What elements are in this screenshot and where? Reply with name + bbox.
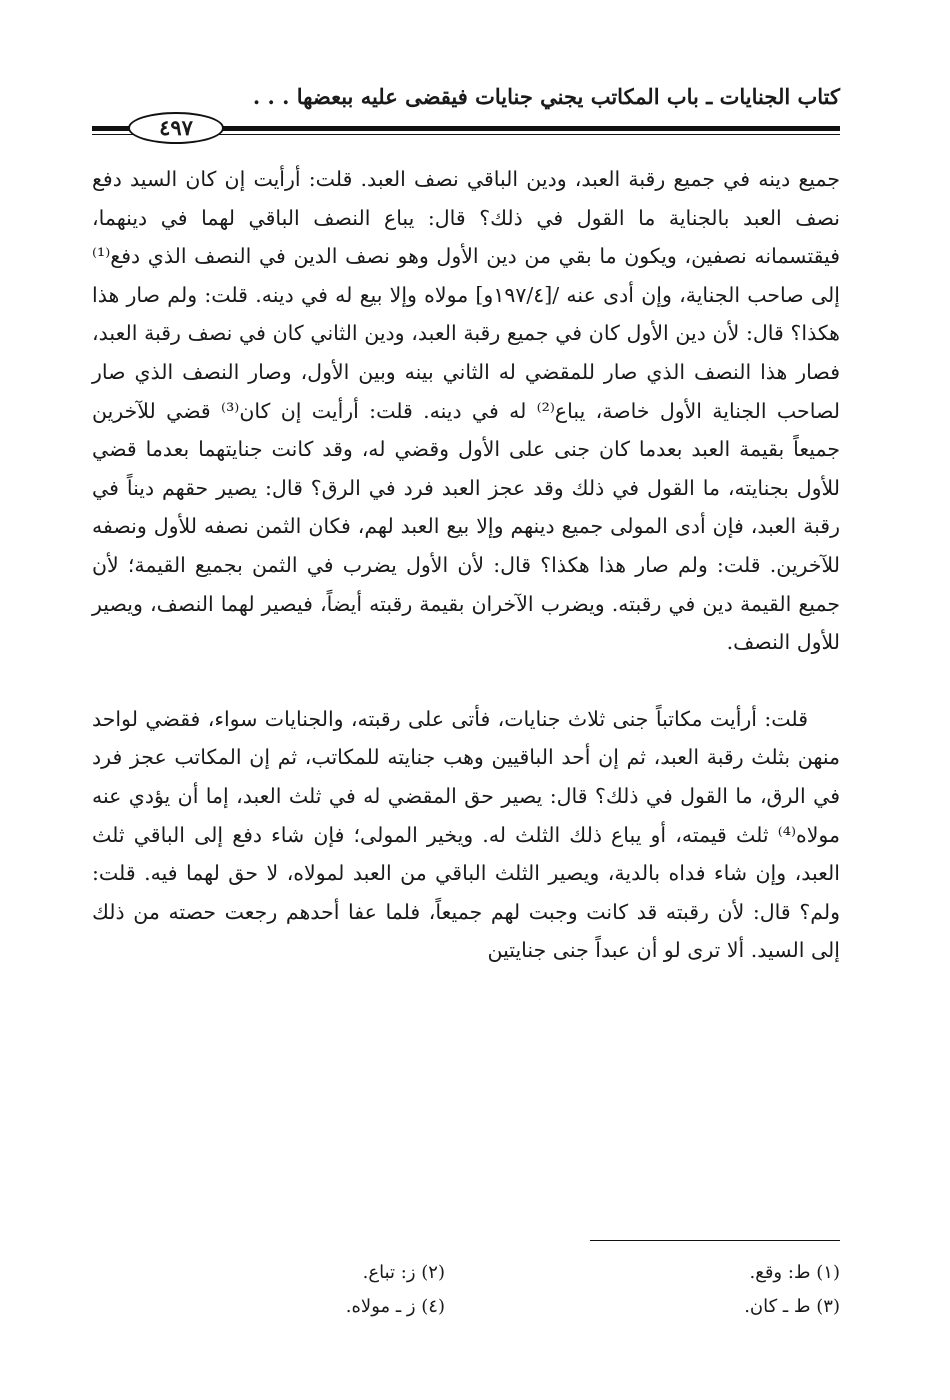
paragraph-1: جميع دينه في جميع رقبة العبد، ودين الباقي نصف العبد. قلت: أرأيت إن كان السيد دفع نصف العبد بالجناية ما القول في ذلك؟ قال: يباع النصف الباقي لهما في دينهما، فيقتسمانه نصفين، ويكون ما بقي من دين الأول وهو نصف الدين في النصف الذي دفع⁽¹⁾ إلى صاحب الجناية، وإن أدى عنه /[١٩٧/٤و] مولاه وإلا بيع له في دينه. قلت: ولم صار هذا هكذا؟ قال: لأن دين الأول كان في جميع رقبة العبد، ودين الثاني كان في نصف رقبة العبد، فصار هذا النصف الذي صار للمقضي له الثاني بينه وبين الأول، وصار النصف الذي صار لصاحب الجناية الأول خاصة، يباع⁽²⁾ له في دينه. قلت: أرأيت إن كان⁽³⁾ قضي للآخرين جميعاً بقيمة العبد بعدما كان جنى على الأول وقضي له، وقد كانت جنايتهما بعدما قضي للأول بجنايته، ما القول في ذلك وقد عجز العبد فرد في الرق؟ قال: يصير حقهم ديناً في رقبة العبد، فإن أدى المولى جميع دينهم وإلا بيع العبد لهم، فكان الثمن نصفه للأول ونصفه للآخرين. قلت: ولم صار هذا هكذا؟ قال: لأن الأول يضرب في الثمن بجميع القيمة؛ لأن جميع القيمة دين في رقبته. ويضرب الآخران بقيمة رقبته أيضاً، فيصير لهما النصف، ويصير للأول النصف.	[92, 167, 840, 655]
page-number: ٤٩٧	[128, 112, 224, 144]
footnote-separator	[590, 1240, 840, 1241]
main-text	[92, 160, 840, 970]
paragraph-2: قلت: أرأيت مكاتباً جنى ثلاث جنايات، فأتى على رقبته، والجنايات سواء، فقضي لواحد منهن بثلث رقبة العبد، ثم إن أحد الباقيين وهب جنايته للمكاتب، ثم إن المكاتب عجز فرد في الرق، ما القول في ذلك؟ قال: يصير حق المقضي له في ثلث العبد، إما أن يؤدي عنه مولاه⁽⁴⁾ ثلث قيمته، أو يباع ذلك الثلث له. ويخير المولى؛ فإن شاء دفع إلى الباقي ثلث العبد، وإن شاء فداه بالدية، ويصير الثلث الباقي من العبد لمولاه، لا حق لهما فيه. قلت: ولم؟ قال: لأن رقبته قد كانت وجبت لهم جميعاً، فلما عفا أحدهم رجعت حصته من ذلك إلى السيد. ألا ترى لو أن عبداً جنى جنايتين	[92, 706, 840, 963]
running-title: كتاب الجنايات ـ باب المكاتب يجني جنايات فيقضى عليه ببعضها . . .	[252, 84, 840, 109]
footnote-3: (٣) ط ـ كان.	[744, 1296, 840, 1317]
book-page	[92, 82, 840, 1317]
page-header	[92, 82, 840, 142]
footnote-1: (١) ط: وقع.	[749, 1262, 840, 1283]
footnote-4: (٤) ز ـ مولاه.	[345, 1296, 445, 1317]
footnote-2: (٢) ز: تباع.	[362, 1262, 445, 1283]
